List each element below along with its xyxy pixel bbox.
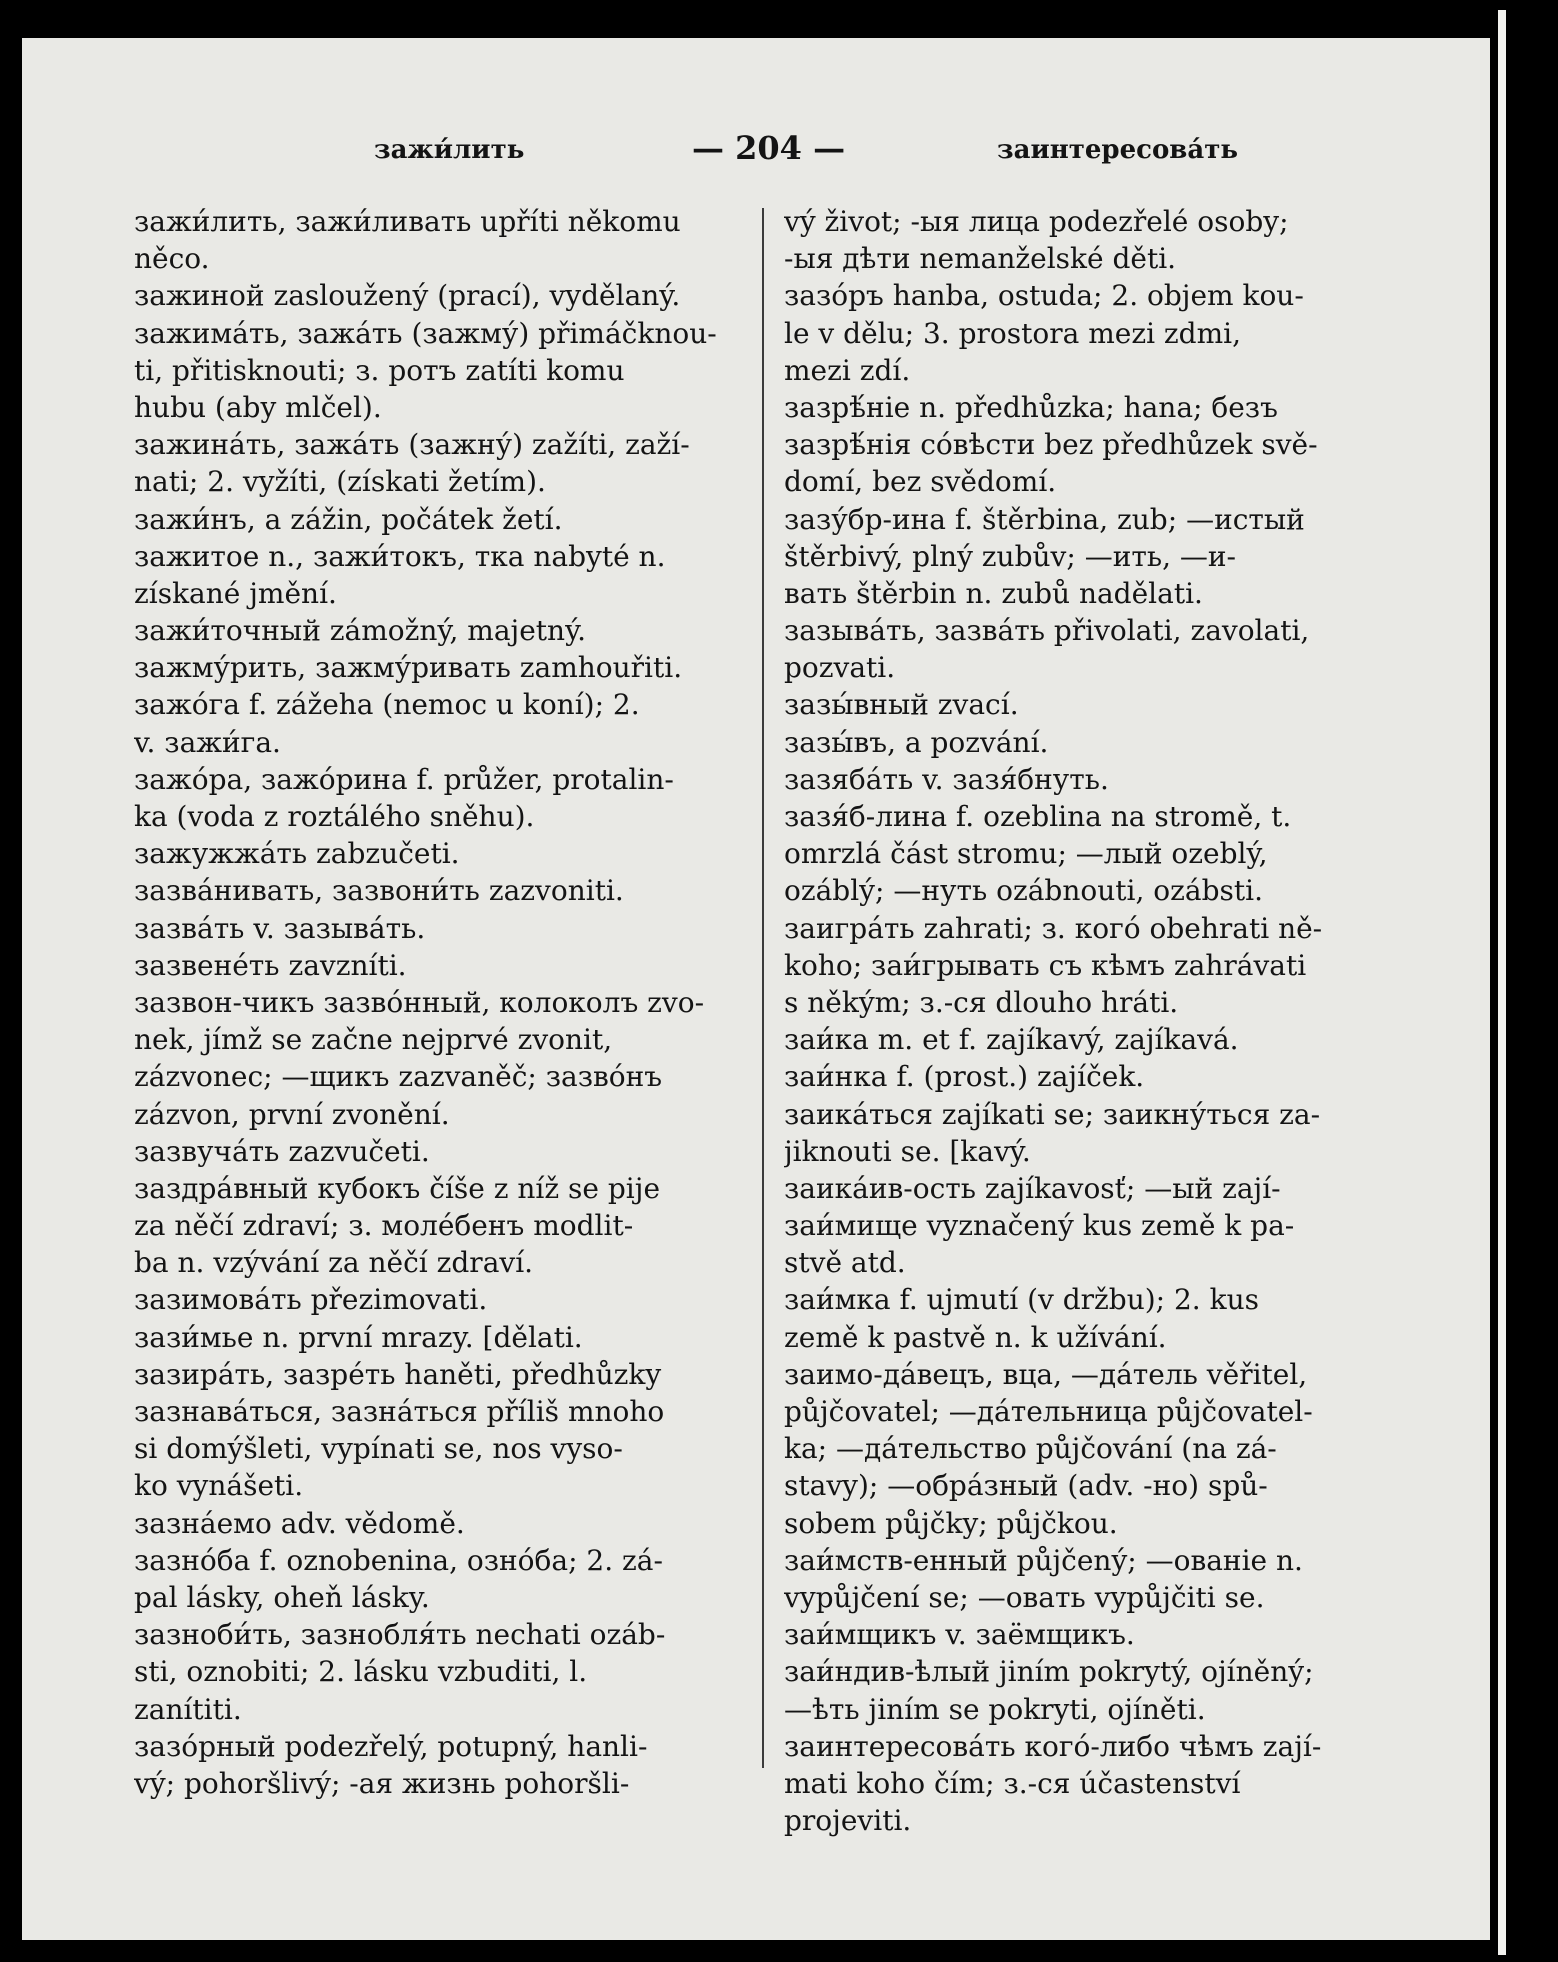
entry-line: mezi zdí. <box>784 353 911 387</box>
entry-line: ozáblý; —нуть ozábnouti, ozábsti. <box>784 874 1263 908</box>
entry-line: vypůjčení se; —овать vypůjčiti se. <box>784 1580 1265 1614</box>
entry-line: zázvonec; —щикъ zazvaněč; зазво́нъ <box>134 1060 663 1094</box>
entry-line: -ыя дѣти nemanželské děti. <box>784 242 1177 276</box>
entry-line: зажиной zasloužený (prací), vydělaný. <box>134 279 681 313</box>
entry-line: зажму́рить, зажму́ривать zamhouřiti. <box>134 651 683 685</box>
entry-line: s někým; з.-ся dlouho hráti. <box>784 985 1179 1019</box>
entry-line: зажужжа́ть zabzučeti. <box>134 837 460 871</box>
entry-line: вать štěrbin n. zubů nadělati. <box>784 576 1203 610</box>
column-divider <box>762 208 764 1768</box>
entry-line: зажи́нъ, а zážin, počátek žetí. <box>134 502 563 536</box>
entry-line: зазна́емо adv. vědomě. <box>134 1506 465 1540</box>
entry-line: зазы́вный zvací. <box>784 688 1019 722</box>
page-number: — 204 — <box>692 129 846 167</box>
next-page-edge <box>1498 10 1506 1955</box>
entry-line: za něčí zdraví; з. моле́бенъ modlit- <box>134 1209 634 1243</box>
entry-line: зазы́въ, а pozvání. <box>784 725 1049 759</box>
entry-line: заи́мище vyznačený kus země k pa- <box>784 1209 1295 1243</box>
entry-line: ka (voda z roztálého sněhu). <box>134 800 535 833</box>
entry-line: зажима́ть, зажа́ть (зажму́) přimáčknou- <box>134 316 717 350</box>
entry-line: nek, jímž se začne nejprvé zvonit, <box>134 1023 613 1057</box>
entry-line: зазя́б-лина f. ozeblina na stromě, t. <box>784 800 1292 833</box>
entry-line: le v dělu; 3. prostora mezi zdmi, <box>784 316 1242 350</box>
entry-line: зазноби́ть, зазнобля́ть nechati ozáb- <box>134 1618 666 1652</box>
entry-line: зазо́рный podezřelý, potupný, hanli- <box>134 1729 648 1763</box>
entry-line: заи́ка m. et f. zajíkavý, zajíkavá. <box>784 1023 1239 1057</box>
entry-line: domí, bez svědomí. <box>784 465 1057 499</box>
entry-line: зазвене́ть zavzníti. <box>134 948 407 982</box>
entry-line: заи́мств-енный půjčený; —ованіе n. <box>784 1543 1303 1577</box>
entry-line: зазрѣ́нія со́вѣсти bez předhůzek svě- <box>784 428 1318 462</box>
entry-line: omrzlá část stromu; —лый ozeblý, <box>784 837 1268 871</box>
entry-line: зажи́точный zámožný, majetný. <box>134 614 587 648</box>
entry-line: зазно́ба f. oznobenina, озно́ба; 2. zá- <box>134 1543 663 1577</box>
entry-line: зази́мье n. první mrazy. [dělati. <box>134 1320 583 1354</box>
entry-line: зазяба́ть v. зазя́бнуть. <box>784 762 1109 796</box>
entry-line: získané jmění. <box>134 576 337 610</box>
entry-line: зазира́ть, зазре́ть haněti, předhůzky <box>134 1357 662 1391</box>
entry-line: pal lásky, oheň lásky. <box>134 1580 430 1614</box>
entry-line: зазрѣ́ніе n. předhůzka; hana; безъ <box>784 390 1278 424</box>
entry-line: sti, oznobiti; 2. lásku vzbuditi, l. <box>134 1655 588 1689</box>
entry-line: ka; —да́тельство půjčování (na zá- <box>784 1432 1277 1466</box>
header-right-word: заинтересова́ть <box>997 135 1238 165</box>
entry-line: зажитое n., зажи́токъ, тка nabyté n. <box>134 539 666 573</box>
entry-line: зажо́ра, зажо́рина f. průžer, protalin- <box>134 762 674 796</box>
entry-line: заи́нка f. (prost.) zajíček. <box>784 1060 1145 1094</box>
entry-line: půjčovatel; —да́тельница půjčovatel- <box>784 1395 1313 1428</box>
entry-line: зажина́ть, зажа́ть (зажну́) zažíti, zaží- <box>134 428 690 462</box>
entry-line: заи́мщикъ v. заёмщикъ. <box>784 1618 1135 1652</box>
entry-line: pozvati. <box>784 651 896 685</box>
entry-line: projeviti. <box>784 1804 912 1838</box>
entry-line: ko vynášeti. <box>134 1469 304 1503</box>
entry-line: zanítiti. <box>134 1692 242 1726</box>
entry-line: něco. <box>134 242 210 276</box>
entry-line: заи́ндив-ѣлый jiním pokrytý, ojíněný; <box>784 1655 1314 1689</box>
entry-line: v. зажи́га. <box>134 725 281 759</box>
entry-line: зазу́бр-ина f. štěrbina, zub; —истый <box>784 502 1305 536</box>
entry-line: зазнава́ться, зазна́ться příliš mnoho <box>134 1395 665 1428</box>
left-column <box>134 203 750 1863</box>
dictionary-page <box>22 38 1490 1940</box>
entry-line: zázvon, první zvonění. <box>134 1097 450 1131</box>
entry-line: зазо́ръ hanba, ostuda; 2. objem kou- <box>784 279 1304 313</box>
entry-line: stvě atd. <box>784 1246 906 1280</box>
entry-line: sobem půjčky; půjčkou. <box>784 1506 1118 1540</box>
entry-line: vý; pohoršlivý; -ая жизнь pohoršli- <box>134 1766 630 1800</box>
entry-line: koho; заи́грывать съ кѣмъ zahrávati <box>784 948 1307 982</box>
entry-line: зазыва́ть, зазва́ть přivolati, zavolati, <box>784 614 1310 648</box>
right-column <box>784 203 1406 1863</box>
entry-line: заи́мка f. ujmutí (v držbu); 2. kus <box>784 1283 1259 1317</box>
entry-line: зажо́га f. zážeha (nemoc u koní); 2. <box>134 688 640 722</box>
page-header <box>22 129 1490 185</box>
entry-line: заздра́вный кубокъ číše z níž se pije <box>134 1171 661 1205</box>
entry-line: заинтересова́ть кого́-либо чѣмъ zají- <box>784 1729 1322 1763</box>
entry-line: nati; 2. vyžíti, (získati žetím). <box>134 465 546 499</box>
entry-line: зажи́лить, зажи́ливать upříti někomu <box>134 205 681 238</box>
entry-line: hubu (aby mlčel). <box>134 390 382 424</box>
entry-line: заика́ться zajíkati se; заикну́ться za- <box>784 1097 1321 1131</box>
entry-line: зазвон-чикъ зазво́нный, колоколъ zvo- <box>134 985 705 1019</box>
entry-line: заика́ив-ость zajíkavosť; —ый zají- <box>784 1171 1281 1205</box>
entry-line: ba n. vzývání za něčí zdraví. <box>134 1246 534 1280</box>
entry-line: stavy); —обра́зный (adv. -но) spů- <box>784 1469 1268 1503</box>
entry-line: зазва́ть v. зазыва́ть. <box>134 911 426 945</box>
entry-line: зазимова́ть přezimovati. <box>134 1283 488 1317</box>
entry-line: зазвуча́ть zazvučeti. <box>134 1134 430 1168</box>
entry-line: ti, přitisknouti; з. ротъ zatíti komu <box>134 353 625 387</box>
entry-line: vý život; -ыя лица podezřelé osoby; <box>784 205 1289 238</box>
entry-line: заигра́ть zahrati; з. кого́ obehrati ně- <box>784 911 1323 945</box>
entry-line: зазва́нивать, зазвони́ть zazvoniti. <box>134 874 624 908</box>
entry-line: заимо-да́вецъ, вца, —да́тель věřitel, <box>784 1357 1308 1391</box>
entry-line: —ѣть jiním se pokryti, ojíněti. <box>784 1692 1206 1726</box>
entry-line: mati koho čím; з.-ся účastenství <box>784 1766 1241 1800</box>
header-left-word: зажи́лить <box>374 135 525 165</box>
entry-line: jiknouti se. [kavý. <box>784 1134 1031 1168</box>
entry-line: země k pastvě n. k užívání. <box>784 1320 1167 1354</box>
entry-line: si domýšleti, vypínati se, nos vyso- <box>134 1432 623 1466</box>
entry-line: štěrbivý, plný zubův; —ить, —и- <box>784 539 1237 573</box>
